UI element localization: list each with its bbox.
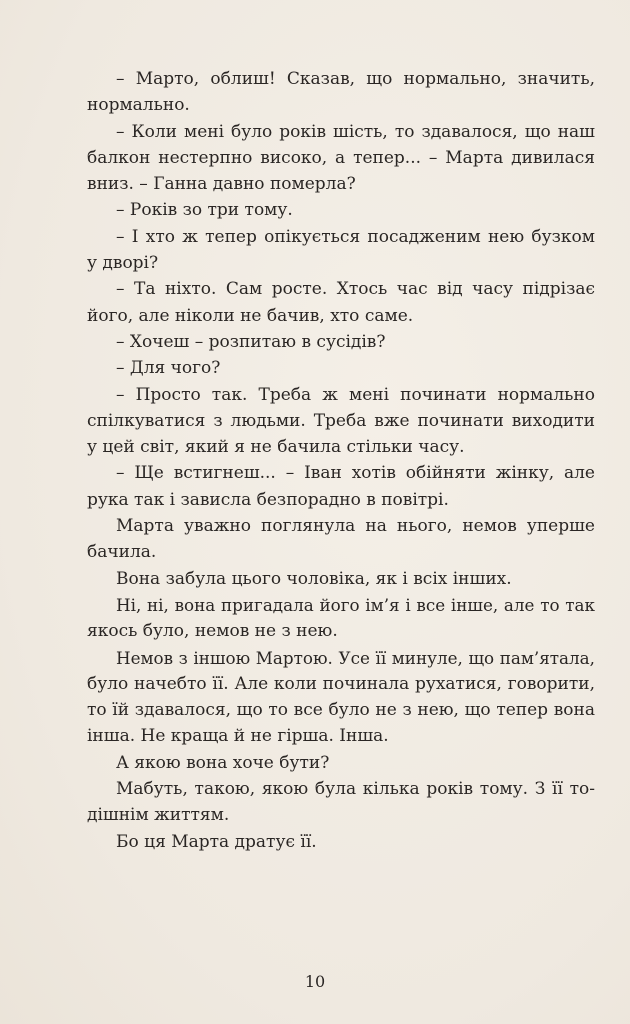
text-line: спілкуватися з людьми. Треба вже починати виходити <box>87 410 595 431</box>
text-line: Вона забула цього чоловіка, як і всіх інших. <box>116 568 512 589</box>
text-line: – Та ніхто. Сам росте. Хтось час від часу підрізає <box>116 279 595 300</box>
text-line: нормально. <box>87 95 190 116</box>
text-line: дішнім життям. <box>87 805 230 826</box>
text-line: – Ще встигнеш... – Іван хотів обійняти жінку, але <box>116 463 595 484</box>
page-number: 10 <box>304 972 326 991</box>
text-line: балкон нестерпно високо, а тепер... – Марта дивилася <box>87 147 595 168</box>
text-line: було начебто її. Але коли починала рухатися, говорити, <box>87 673 595 694</box>
text-line: – Просто так. Треба ж мені починати нормально <box>116 384 595 405</box>
text-line: рука так і зависла безпорадно в повітрі. <box>87 489 449 510</box>
text-line: – Марто, облиш! Сказав, що нормально, значить, <box>116 69 595 89</box>
text-line: Немов з іншою Мартою. Усе її минуле, що пам’ятала, <box>116 647 595 668</box>
text-line: то їй здавалося, що то все було не з нею, що тепер вона <box>87 700 595 721</box>
text-line: у дворі? <box>87 253 159 274</box>
text-line: Ні, ні, вона пригадала його ім’я і все інше, але то так <box>116 594 595 615</box>
text-line: А якою вона хоче бути? <box>116 752 330 773</box>
text-line: – Хочеш – розпитаю в сусідів? <box>116 331 386 352</box>
text-line: – І хто ж тепер опікується посадженим нею бузком <box>116 226 595 247</box>
text-line: Марта уважно поглянула на нього, немов уперше <box>116 516 595 537</box>
text-line: Мабуть, такою, якою була кілька років тому. З її то- <box>116 779 595 800</box>
text-line: у цей світ, який я не бачила стільки часу. <box>87 437 465 458</box>
text-line: інша. Не краща й не гірша. Інша. <box>87 726 389 747</box>
text-line: – Для чого? <box>116 358 221 379</box>
text-line: вниз. – Ганна давно померла? <box>87 174 356 195</box>
page-text <box>87 66 595 855</box>
text-line: – Коли мені було років шість, то здавалося, що наш <box>116 121 595 142</box>
text-line: якось було, немов не з нею. <box>87 621 338 642</box>
text-line: – Років зо три тому. <box>116 200 293 221</box>
text-line: Бо ця Марта дратує її. <box>116 831 317 852</box>
text-line: його, але ніколи не бачив, хто саме. <box>87 305 414 326</box>
text-line: бачила. <box>87 542 157 563</box>
